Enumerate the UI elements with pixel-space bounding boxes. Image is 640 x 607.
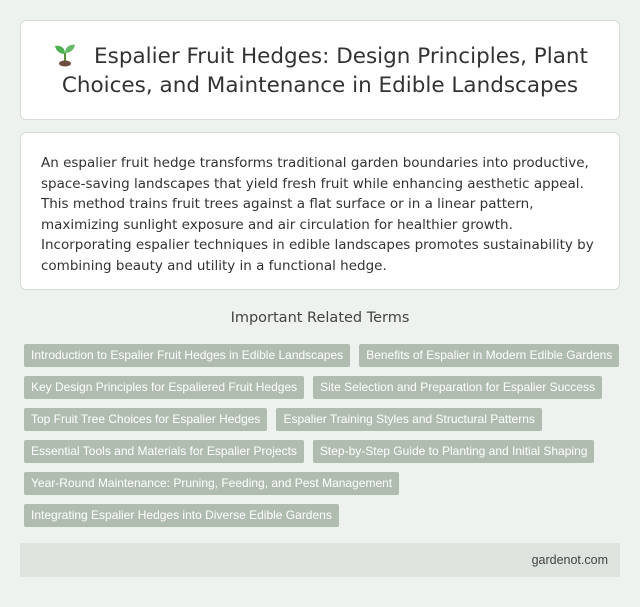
related-terms-list (24, 344, 620, 527)
intro-paragraph: An espalier fruit hedge transforms traditional garden boundaries into productive, space-saving landscapes that yield fresh fruit while enhancing aesthetic appeal. This method trains fruit trees against a flat surface or in a linear pattern, maximizing sunlight exposure and air circulation for healthier growth. Incorporating espalier techniques in edible landscapes promotes sustainability by combining beauty and utility in a functional hedge. (41, 155, 594, 274)
page-title (37, 41, 603, 100)
related-term-tag[interactable]: Introduction to Espalier Fruit Hedges in Edible Landscapes (24, 344, 350, 367)
related-term-tag[interactable]: Key Design Principles for Espaliered Fruit Hedges (24, 376, 304, 399)
page-title-text: Espalier Fruit Hedges: Design Principles, Plant Choices, and Maintenance in Edible Landscapes (61, 43, 588, 98)
related-term-tag[interactable]: Espalier Training Styles and Structural Patterns (276, 408, 541, 431)
related-term-tag[interactable]: Benefits of Espalier in Modern Edible Gardens (359, 344, 619, 367)
related-term-tag[interactable]: Year-Round Maintenance: Pruning, Feeding, and Pest Management (24, 472, 399, 495)
sprout-icon (52, 41, 78, 67)
title-card (20, 20, 620, 120)
related-term-tag[interactable]: Step-by-Step Guide to Planting and Initial Shaping (313, 440, 595, 463)
related-term-tag[interactable]: Integrating Espalier Hedges into Diverse Edible Gardens (24, 504, 339, 527)
footer-site-link[interactable]: gardenot.com (531, 553, 608, 567)
related-term-tag[interactable]: Essential Tools and Materials for Espalier Projects (24, 440, 304, 463)
related-terms-heading: Important Related Terms (230, 310, 410, 326)
intro-card (20, 132, 620, 290)
footer (20, 543, 620, 577)
related-term-tag[interactable]: Top Fruit Tree Choices for Espalier Hedges (24, 408, 267, 431)
related-term-tag[interactable]: Site Selection and Preparation for Espalier Success (313, 376, 602, 399)
